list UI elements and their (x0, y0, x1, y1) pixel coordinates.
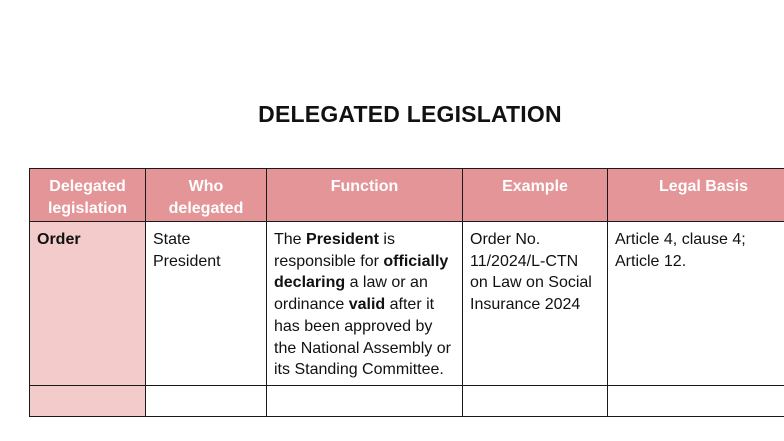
table-cell (463, 385, 608, 416)
column-header-function: Function (267, 169, 463, 222)
table-header-row (30, 169, 784, 222)
table-cell (608, 385, 784, 416)
cell-legal-basis: Article 4, clause 4; Article 12. (608, 222, 784, 386)
cell-legislation-type (30, 385, 146, 416)
cell-legislation-type: Order (30, 222, 146, 386)
column-header-example: Example (463, 169, 608, 222)
function-text: The (274, 231, 307, 248)
cell-function (267, 222, 463, 386)
cell-example: Order No. 11/2024/L-CTN on Law on Social Insurance 2024 (463, 222, 608, 386)
column-header-delegated-legislation: Delegated legislation (30, 169, 146, 222)
function-text: is responsible for (274, 231, 395, 270)
column-header-who-delegated: Who delegated (146, 169, 267, 222)
table-row (30, 222, 784, 386)
table-row (30, 385, 784, 416)
table-cell (267, 385, 463, 416)
function-bold-text: officially declaring (274, 252, 449, 292)
column-header-legal-basis: Legal Basis (608, 169, 784, 222)
cell-who-delegated: State President (146, 222, 267, 386)
function-bold-text: valid (348, 296, 386, 314)
function-text: a law or an ordinance (274, 274, 428, 314)
delegated-legislation-table (29, 168, 784, 417)
function-bold-text: President (306, 231, 379, 248)
function-text: after it has been approved by the National Assembly or its Standing Committee. (274, 296, 451, 379)
table-cell (146, 385, 267, 416)
page-title: DELEGATED LEGISLATION (258, 101, 562, 127)
